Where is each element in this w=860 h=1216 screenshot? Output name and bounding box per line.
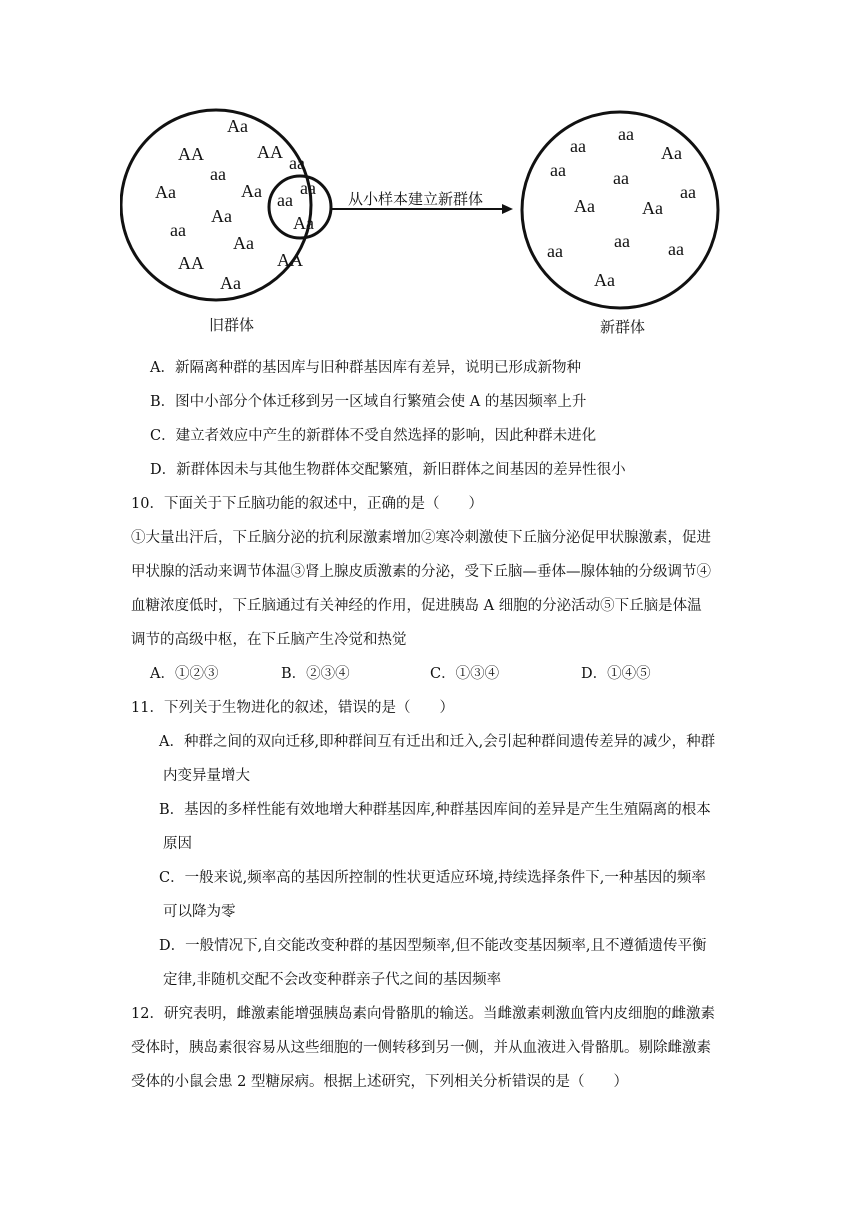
arrow-label: 从小样本建立新群体 [348, 190, 484, 208]
genotype-label: aa [210, 164, 226, 184]
q10-text-line: 调节的高级中枢，在下丘脑产生冷觉和热觉 [131, 632, 407, 648]
genotype-label: aa [613, 168, 629, 188]
genotype-label: Aa [642, 198, 663, 218]
genotype-label: Aa [594, 270, 615, 290]
q9-option-c: C．建立者效应中产生的新群体不受自然选择的影响，因此种群未进化 [150, 428, 597, 444]
genotype-label: aa [668, 239, 684, 259]
genotype-label: aa [570, 136, 586, 156]
arrow-head [502, 204, 513, 214]
q11-option-d-cont: 定律,非随机交配不会改变种群亲子代之间的基因频率 [163, 972, 502, 988]
genotype-label: aa [550, 160, 566, 180]
genotype-label: Aa [155, 182, 176, 202]
genotype-label: Aa [661, 143, 682, 163]
q10-text-line: ①大量出汗后，下丘脑分泌的抗利尿激素增加②寒冷刺激使下丘脑分泌促甲状腺激素，促进 [131, 530, 711, 546]
genotype-label: AA [178, 253, 204, 273]
q12-stem-line: 受体时，胰岛素很容易从这些细胞的一侧转移到另一侧，并从血液进入骨骼肌。剔除雌激素 [131, 1040, 711, 1056]
genotype-label: Aa [233, 233, 254, 253]
genotype-label: aa [170, 220, 186, 240]
q9-option-d: D．新群体因未与其他生物群体交配繁殖，新旧群体之间基因的差异性很小 [150, 462, 626, 478]
sample-genotype-label: Aa [293, 213, 314, 233]
q10-choice-c: C．①③④ [430, 666, 500, 682]
genotype-label: AA [178, 144, 204, 164]
old-population-caption: 旧群体 [209, 316, 255, 334]
q10-choice-d: D．①④⑤ [581, 666, 651, 682]
genotype-label: aa [680, 182, 696, 202]
founder-effect-figure [120, 105, 760, 345]
q11-option-b-cont: 原因 [163, 836, 192, 852]
q10-text-line: 甲状腺的活动来调节体温③肾上腺皮质激素的分泌，受下丘脑—垂体—腺体轴的分级调节④ [131, 564, 711, 580]
genotype-label: Aa [220, 273, 241, 293]
q11-stem: 11．下列关于生物进化的叙述，错误的是（ ） [131, 700, 454, 716]
genotype-label: AA [257, 142, 283, 162]
q10-text-line: 血糖浓度低时，下丘脑通过有关神经的作用，促进胰岛 A 细胞的分泌活动⑤下丘脑是体温 [131, 598, 702, 614]
q12-stem-line: 受体的小鼠会患 2 型糖尿病。根据上述研究，下列相关分析错误的是（ ） [131, 1074, 628, 1090]
q9-option-b: B．图中小部分个体迁移到另一区域自行繁殖会使 A 的基因频率上升 [150, 394, 587, 410]
q10-choice-b: B．②③④ [281, 666, 350, 682]
genotype-label: Aa [574, 196, 595, 216]
q11-option-b: B．基因的多样性能有效地增大种群基因库,种群基因库间的差异是产生生殖隔离的根本 [159, 802, 711, 818]
genotype-label: aa [547, 241, 563, 261]
genotype-label: AA [277, 250, 303, 270]
genotype-label: Aa [227, 116, 248, 136]
new-population-caption: 新群体 [600, 318, 646, 336]
q9-option-a: A．新隔离种群的基因库与旧种群基因库有差异，说明已形成新物种 [150, 360, 581, 376]
q11-option-a-cont: 内变异量增大 [163, 768, 250, 784]
genotype-label: aa [289, 153, 305, 173]
genotype-label: Aa [211, 206, 232, 226]
q11-option-d: D．一般情况下,自交能改变种群的基因型频率,但不能改变基因频率,且不遵循遗传平衡 [159, 938, 707, 954]
q11-option-c: C．一般来说,频率高的基因所控制的性状更适应环境,持续选择条件下,一种基因的频率 [159, 870, 706, 886]
q11-option-a: A．种群之间的双向迁移,即种群间互有迁出和迁入,会引起种群间遗传差异的减少，种群 [159, 734, 716, 750]
sample-genotype-label: aa [277, 190, 293, 210]
q11-option-c-cont: 可以降为零 [163, 904, 236, 920]
q10-choice-a: A．①②③ [150, 666, 219, 682]
genotype-label: Aa [241, 181, 262, 201]
genotype-label: aa [300, 178, 316, 198]
genotype-label: aa [618, 124, 634, 144]
q10-stem: 10．下面关于下丘脑功能的叙述中，正确的是（ ） [131, 496, 483, 512]
q12-stem-line: 12．研究表明，雌激素能增强胰岛素向骨骼肌的输送。当雌激素刺激血管内皮细胞的雌激素 [131, 1006, 715, 1022]
genotype-label: aa [614, 231, 630, 251]
